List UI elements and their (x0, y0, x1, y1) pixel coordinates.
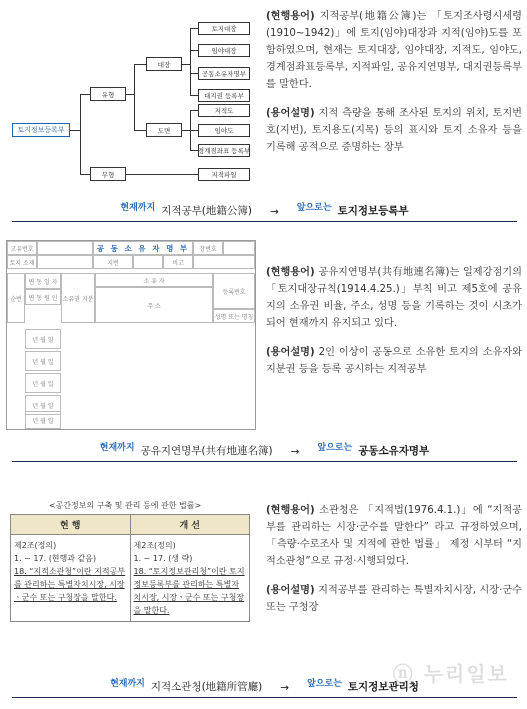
now-label: 현재까지 (99, 443, 135, 453)
future-label: 앞으로는 (317, 443, 353, 453)
now-label: 현재까지 (110, 679, 145, 689)
law-line: 1. ~ 17. (현행과 같음) (14, 554, 97, 563)
now-value: 지적공부(地籍公簿) (161, 205, 252, 217)
now-label: 현재까지 (120, 203, 156, 213)
form-label: 주 소 (95, 287, 213, 323)
section3-text (266, 502, 522, 628)
section-managing-office (0, 470, 527, 709)
law-line: 18. “지적소관청”이란 지적공부를 관리하는 특별자치시장, 시장ㆍ군수 또는 구청장을 말한다. (14, 567, 126, 602)
form-label: 성명 또는 명칭 (213, 309, 255, 323)
future-value: 토지정보관리청 (347, 681, 419, 693)
section1-current-term (266, 8, 522, 93)
arrow-icon: → (280, 682, 290, 694)
tree-sub-map: 도면 (146, 123, 182, 137)
explain-text: 2인 이상이 공동으로 소유한 토지의 소유자와 지분권 등을 등록 공시하는 지적공부 (266, 347, 522, 375)
current-term-text: 공유지연명부(共有地連名簿)는 일제강점기의 「토지대장규칙(1914.4.25.)」부칙 비고 제5호에 공유지의 소유권 비율, 주소, 성명 등을 기록하는 것이 시초가 되어 현재까지 유지되고 있다. (266, 267, 522, 329)
law-line: 제2조(정의) (14, 541, 57, 550)
section2-explain (266, 344, 522, 378)
form-label: 순번 (7, 273, 25, 323)
law-line: 제2조(정의) (133, 541, 176, 550)
tree-root: 토지정보등록부 (12, 123, 70, 137)
law-cell-improved (130, 535, 250, 622)
register-tree-diagram (6, 6, 256, 186)
form-label: 소유권 지분 (61, 273, 95, 323)
now-value: 지적소관청(地籍所管廳) (150, 681, 263, 693)
law-header-current: 현 행 (11, 515, 131, 535)
section1-explain (266, 105, 522, 156)
explain-key: (용어설명) (266, 585, 315, 596)
explain-text: 지적공부를 관리하는 특별자치시장, 시장·군수 또는 구청장 (266, 585, 522, 613)
tree-leaf-forest-ledger: 임야대장 (198, 44, 250, 57)
law-line: 18. “토지정보관리청”이란 토지정보등록부를 관리하는 특별자치시장, 시장ㆍ군수 또는 구청장을 말한다. (133, 567, 245, 615)
form-label: 장번호 (193, 241, 223, 255)
section1-banner (12, 200, 517, 222)
future-label: 앞으로는 (296, 203, 332, 213)
watermark-logo: ⓝ 누리일보 (392, 662, 509, 686)
form-title: 공 동 소 유 자 명 부 (93, 241, 193, 255)
section-joint-owners (0, 232, 527, 470)
law-caption: <공간정보의 구축 및 관리 등에 관한 법률> (48, 501, 202, 510)
arrow-icon: → (269, 206, 279, 218)
law-header-improved: 개 선 (130, 515, 250, 535)
section-land-register (0, 0, 527, 232)
section2-text (266, 264, 522, 390)
tree-sub-ledger: 대장 (146, 57, 182, 71)
law-line: 1. ~ 17. (생 략) (133, 554, 193, 563)
tree-leaf-cadastral-file: 지적파일 (198, 168, 250, 181)
current-term-text: 소관청은 「지적법(1976.4.1.)」에 “지적공부를 관리하는 시장·군수를 말한다” 라고 규정하였으며, 「측량·수로조사 및 지적에 관한 법률」 제정 시부터 “지적소관청”으로 규정·시행되었다. (266, 505, 522, 567)
section1-text (266, 8, 522, 168)
form-label: 년 월 일 (25, 411, 61, 429)
current-term-key: (현행용어) (266, 11, 315, 22)
form-label: 년 월 일 (25, 329, 61, 349)
form-label: 년 월 일 (25, 373, 61, 393)
arrow-icon: → (290, 446, 300, 458)
form-label: 소 유 자 (95, 273, 213, 287)
future-label: 앞으로는 (307, 679, 342, 689)
law-cell-current (11, 535, 131, 622)
form-label: 지번 (93, 255, 133, 269)
section3-explain (266, 582, 522, 616)
tree-branch-tangible: 유형 (90, 87, 126, 101)
joint-owner-form-image (6, 240, 256, 430)
explain-key: (용어설명) (266, 108, 315, 119)
tree-branch-intangible: 무형 (90, 167, 126, 181)
form-label: 변 동 일 자 (25, 273, 61, 289)
section2-current-term (266, 264, 522, 332)
tree-leaf-land-ledger: 토지대장 (198, 22, 250, 35)
explain-text: 지적 측량을 통해 조사된 토지의 위치, 토지번호(지번), 토지용도(지목) 등의 표시와 토지 소유자 등을 기록해 공적으로 증명하는 장부 (266, 108, 522, 153)
section3-banner (12, 676, 517, 698)
future-value: 토지정보등록부 (337, 205, 409, 217)
form-label: 변 동 원 인 (25, 289, 61, 305)
tree-leaf-site-rights: 대지권 등록부 (198, 89, 250, 102)
form-label: 고유번호 (7, 241, 37, 255)
form-label: 등록번호 (213, 273, 255, 309)
section3-current-term (266, 502, 522, 570)
section2-banner (12, 440, 517, 462)
current-term-key: (현행용어) (266, 505, 315, 516)
now-value: 공유지연명부(共有地連名簿) (140, 445, 273, 457)
future-value: 공동소유자명부 (358, 445, 430, 457)
form-label: 년 월 일 (25, 351, 61, 371)
current-term-key: (현행용어) (266, 267, 315, 278)
tree-leaf-cadastral-map: 지적도 (198, 104, 250, 117)
law-comparison-table (10, 514, 250, 622)
tree-leaf-boundary-coords: 경계점좌표 등록부 (198, 144, 250, 157)
form-label: 년 월 일 (25, 395, 61, 415)
form-label: 토지 소재 (7, 255, 37, 269)
form-label: 비고 (163, 255, 193, 269)
tree-leaf-joint-owners: 공동소유자명부 (198, 67, 250, 80)
explain-key: (용어설명) (266, 347, 315, 358)
current-term-text: 지적공부(地籍公簿)는 「토지조사령시세령(1910~1942)」에 토지(임야)대장과 지적(임야)도를 포함하였으며, 현재는 토지대장, 임야대장, 지적도, 임야도, 경계점좌표등록부, 지적파일, 공유지연명부, 대지권등록부를 말한다. (266, 11, 522, 90)
tree-leaf-forest-map: 임야도 (198, 124, 250, 137)
